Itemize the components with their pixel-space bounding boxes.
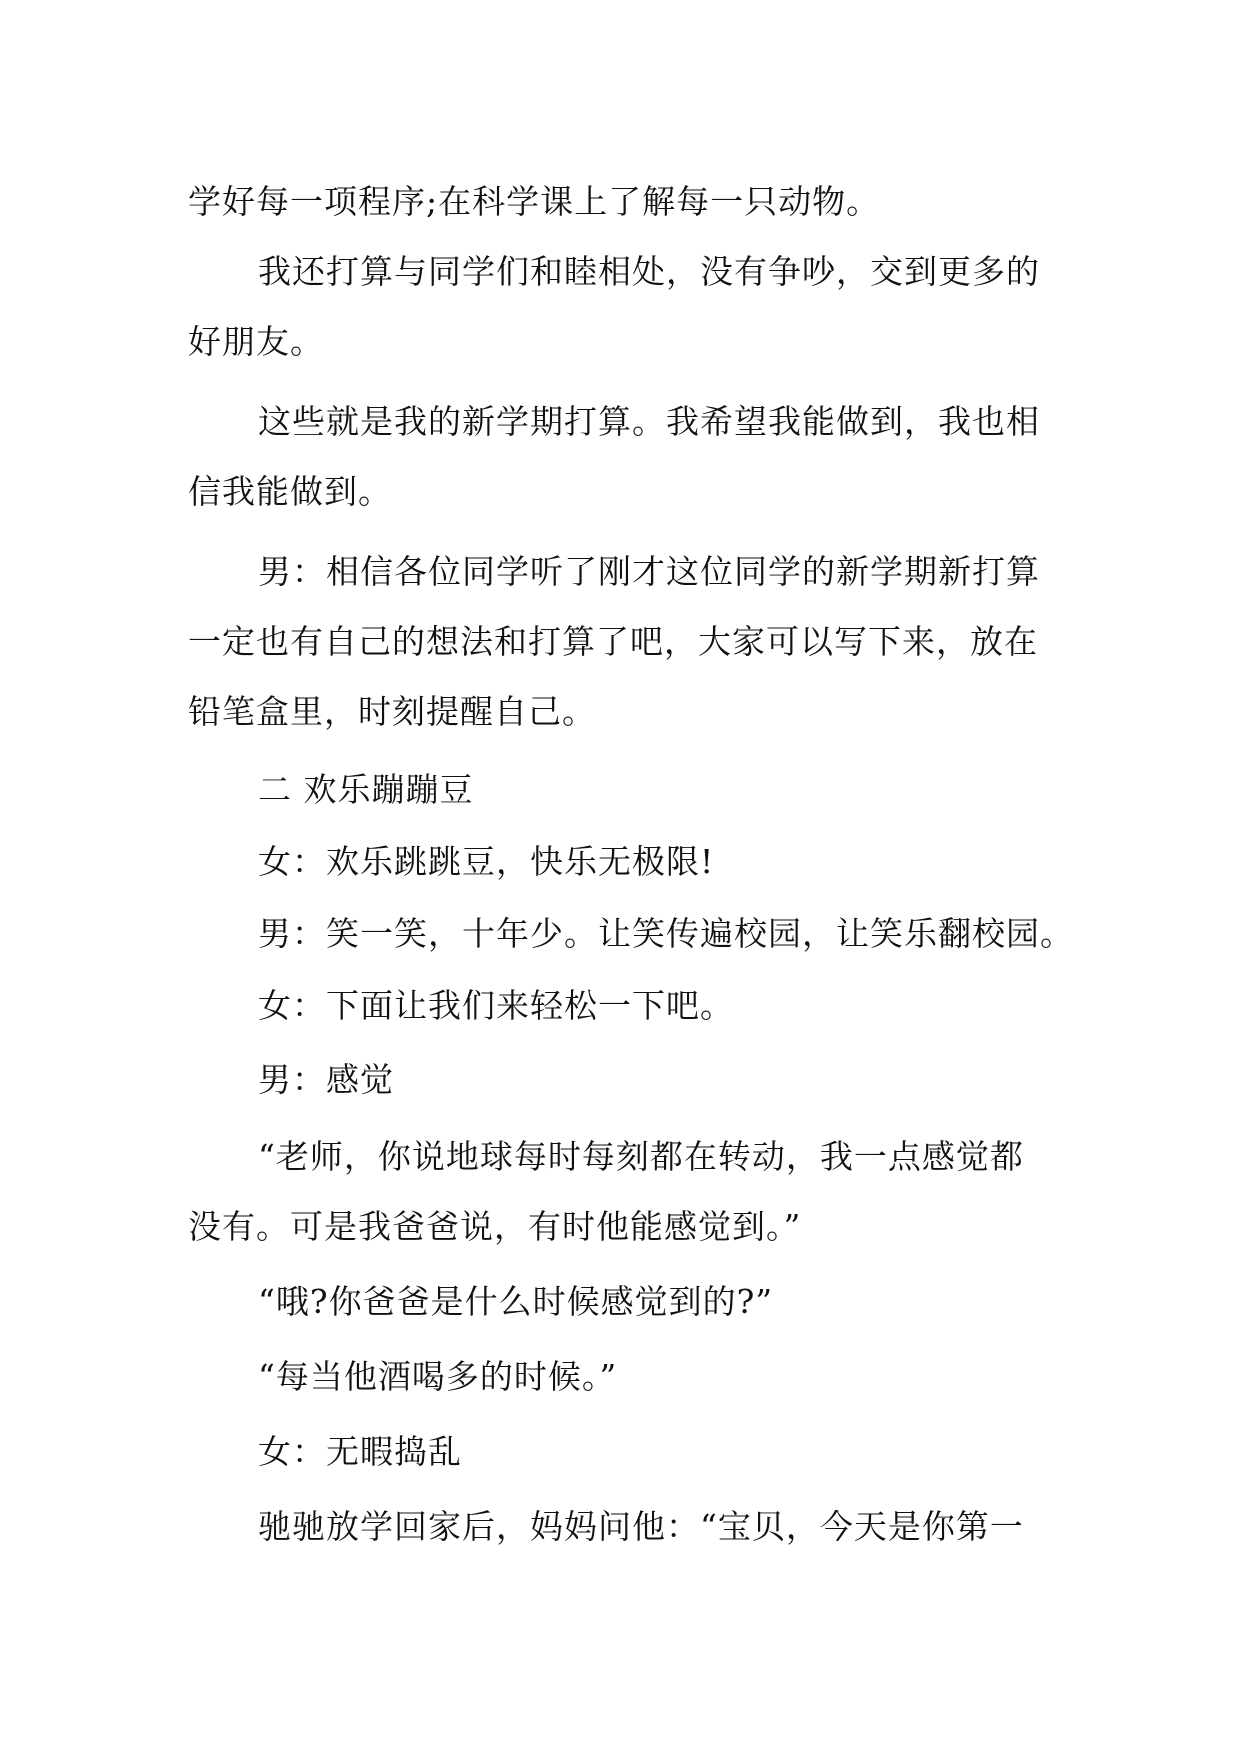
dialogue-line: 男：笑一笑，十年少。让笑传遍校园，让笑乐翻校园。	[258, 914, 1074, 953]
dialogue-line: 女：欢乐跳跳豆，快乐无极限!	[258, 842, 715, 881]
dialogue-line: 女：下面让我们来轻松一下吧。	[258, 986, 734, 1025]
text-line: 一定也有自己的想法和打算了吧，大家可以写下来，放在	[188, 622, 1038, 661]
quote-line: “每当他酒喝多的时候。”	[258, 1357, 618, 1396]
paragraph-line: 这些就是我的新学期打算。我希望我能做到，我也相	[258, 402, 1040, 441]
quote-line: “哦?你爸爸是什么时候感觉到的?”	[258, 1282, 774, 1321]
paragraph-line: 驰驰放学回家后，妈妈问他：“宝贝，今天是你第一	[258, 1507, 1024, 1546]
text-line: 信我能做到。	[188, 472, 392, 511]
text-line: 学好每一项程序;在科学课上了解每一只动物。	[188, 182, 881, 221]
text-line: 没有。可是我爸爸说，有时他能感觉到。”	[188, 1207, 802, 1246]
paragraph-line: “老师，你说地球每时每刻都在转动，我一点感觉都	[258, 1137, 1024, 1176]
text-line: 铅笔盒里，时刻提醒自己。	[188, 692, 596, 731]
dialogue-line: 男：感觉	[258, 1060, 394, 1099]
text-line: 好朋友。	[188, 322, 324, 361]
section-heading: 二 欢乐蹦蹦豆	[258, 770, 474, 809]
paragraph-line: 男：相信各位同学听了刚才这位同学的新学期新打算	[258, 552, 1040, 591]
dialogue-line: 女：无暇捣乱	[258, 1432, 462, 1471]
paragraph-line: 我还打算与同学们和睦相处，没有争吵，交到更多的	[258, 252, 1040, 291]
